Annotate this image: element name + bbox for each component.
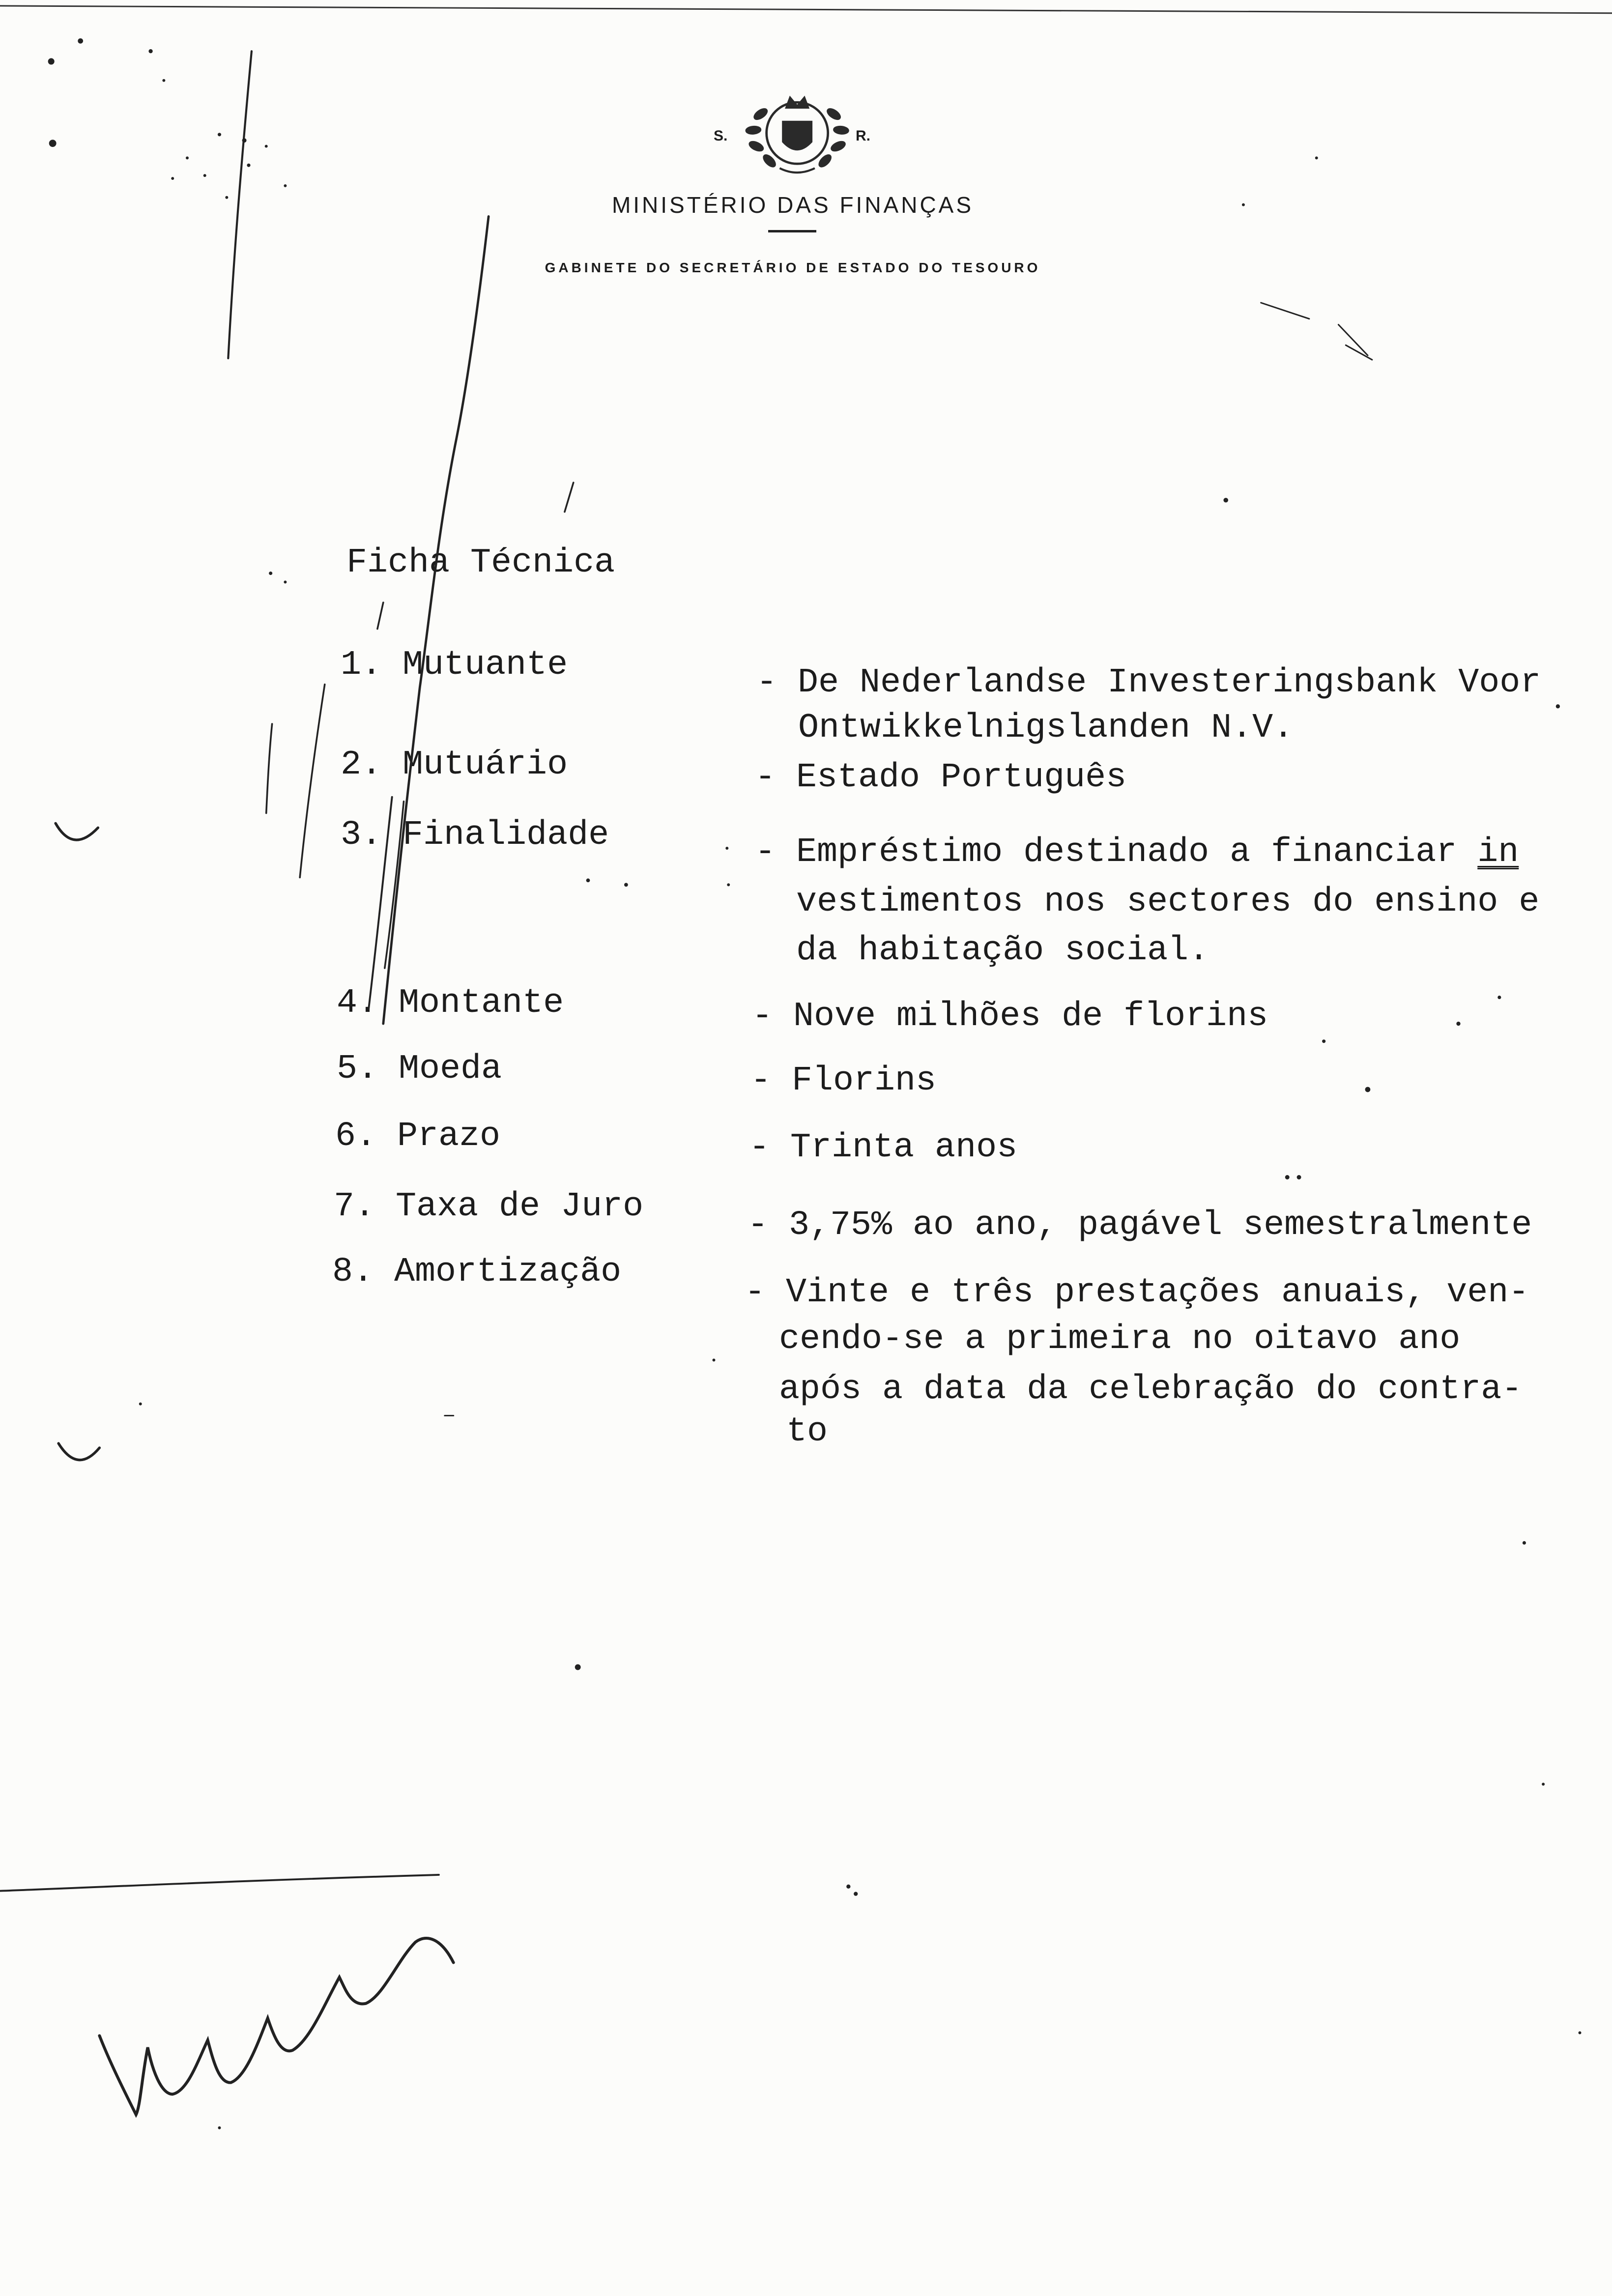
emblem-left-letter: S. <box>714 128 728 144</box>
page-edge-line <box>0 6 1612 13</box>
item-value-text: - Empréstimo destinado a financiar <box>755 833 1457 872</box>
item-value-line: - 3,75% ao ano, pagável semestralmente <box>748 1206 1532 1245</box>
item-value-line: após a data da celebração do contra- <box>779 1370 1523 1409</box>
margin-mark <box>56 823 98 840</box>
item-label: Prazo <box>397 1117 501 1156</box>
item-value-line: - De Nederlandse Investeringsbank Voor <box>756 663 1541 702</box>
item-value-line <box>755 834 1519 871</box>
item-label: Finalidade <box>403 816 609 855</box>
item-value-line: Ontwikkelnigslanden N.V. <box>798 709 1294 747</box>
item-label-amortizacao <box>332 1254 621 1291</box>
item-label: Mutuário <box>403 746 568 784</box>
ministry-name: MINISTÉRIO DAS FINANÇAS <box>611 192 974 218</box>
pen-stroke <box>565 483 574 512</box>
letterhead-divider <box>768 230 816 232</box>
item-value-line: - Trinta anos <box>749 1128 1018 1167</box>
coat-of-arms-icon <box>746 96 849 172</box>
pen-stroke <box>300 685 325 878</box>
handwritten-signature <box>99 1938 453 2115</box>
office-name: GABINETE DO SECRETÁRIO DE ESTADO DO TESOURO <box>545 260 1041 275</box>
item-label-finalidade <box>341 817 609 854</box>
emblem-right-letter: R. <box>856 128 870 144</box>
item-number: 3. <box>341 816 382 855</box>
item-label-mutuario <box>341 747 568 783</box>
item-value-line: cendo-se a primeira no oitavo ano <box>779 1320 1461 1359</box>
item-value-line: - Vinte e três prestações anuais, ven- <box>745 1273 1529 1312</box>
item-label-montante <box>337 985 564 1022</box>
pen-stroke <box>1261 303 1309 319</box>
item-value-line: - Estado Português <box>755 758 1127 797</box>
pen-stroke <box>228 51 252 358</box>
item-number: 4. <box>337 984 378 1023</box>
pen-stroke <box>377 603 383 629</box>
item-label-moeda <box>337 1051 502 1088</box>
item-label-taxa-de-juro <box>334 1189 643 1225</box>
pen-stroke <box>383 216 489 1024</box>
item-label: Taxa de Juro <box>396 1187 644 1226</box>
item-number: 7. <box>334 1187 375 1226</box>
signature-line <box>0 1875 439 1891</box>
item-number: 5. <box>337 1050 378 1089</box>
item-value-line: vestimentos nos sectores do ensino e <box>796 883 1540 921</box>
item-label: Amortização <box>394 1253 622 1292</box>
item-value-line: to <box>786 1412 828 1451</box>
item-value-line: - Florins <box>750 1062 937 1100</box>
margin-mark <box>58 1443 99 1460</box>
document-title: Ficha Técnica <box>346 544 615 582</box>
item-number: 1. <box>341 646 382 685</box>
pen-stroke <box>1346 345 1372 360</box>
item-label: Mutuante <box>403 646 568 685</box>
item-value-line: - Nove milhões de florins <box>752 997 1268 1036</box>
pen-stroke <box>1338 325 1368 355</box>
item-label-mutuante <box>341 647 568 684</box>
item-label-prazo <box>335 1119 500 1155</box>
hyphenated-fragment: in <box>1477 833 1519 872</box>
item-number: 2. <box>341 746 382 784</box>
pen-stroke <box>266 724 272 813</box>
item-label: Moeda <box>399 1050 502 1089</box>
item-number: 8. <box>332 1253 374 1292</box>
item-label: Montante <box>399 984 564 1023</box>
item-value-line: da habitação social. <box>796 931 1209 970</box>
item-number: 6. <box>335 1117 377 1156</box>
